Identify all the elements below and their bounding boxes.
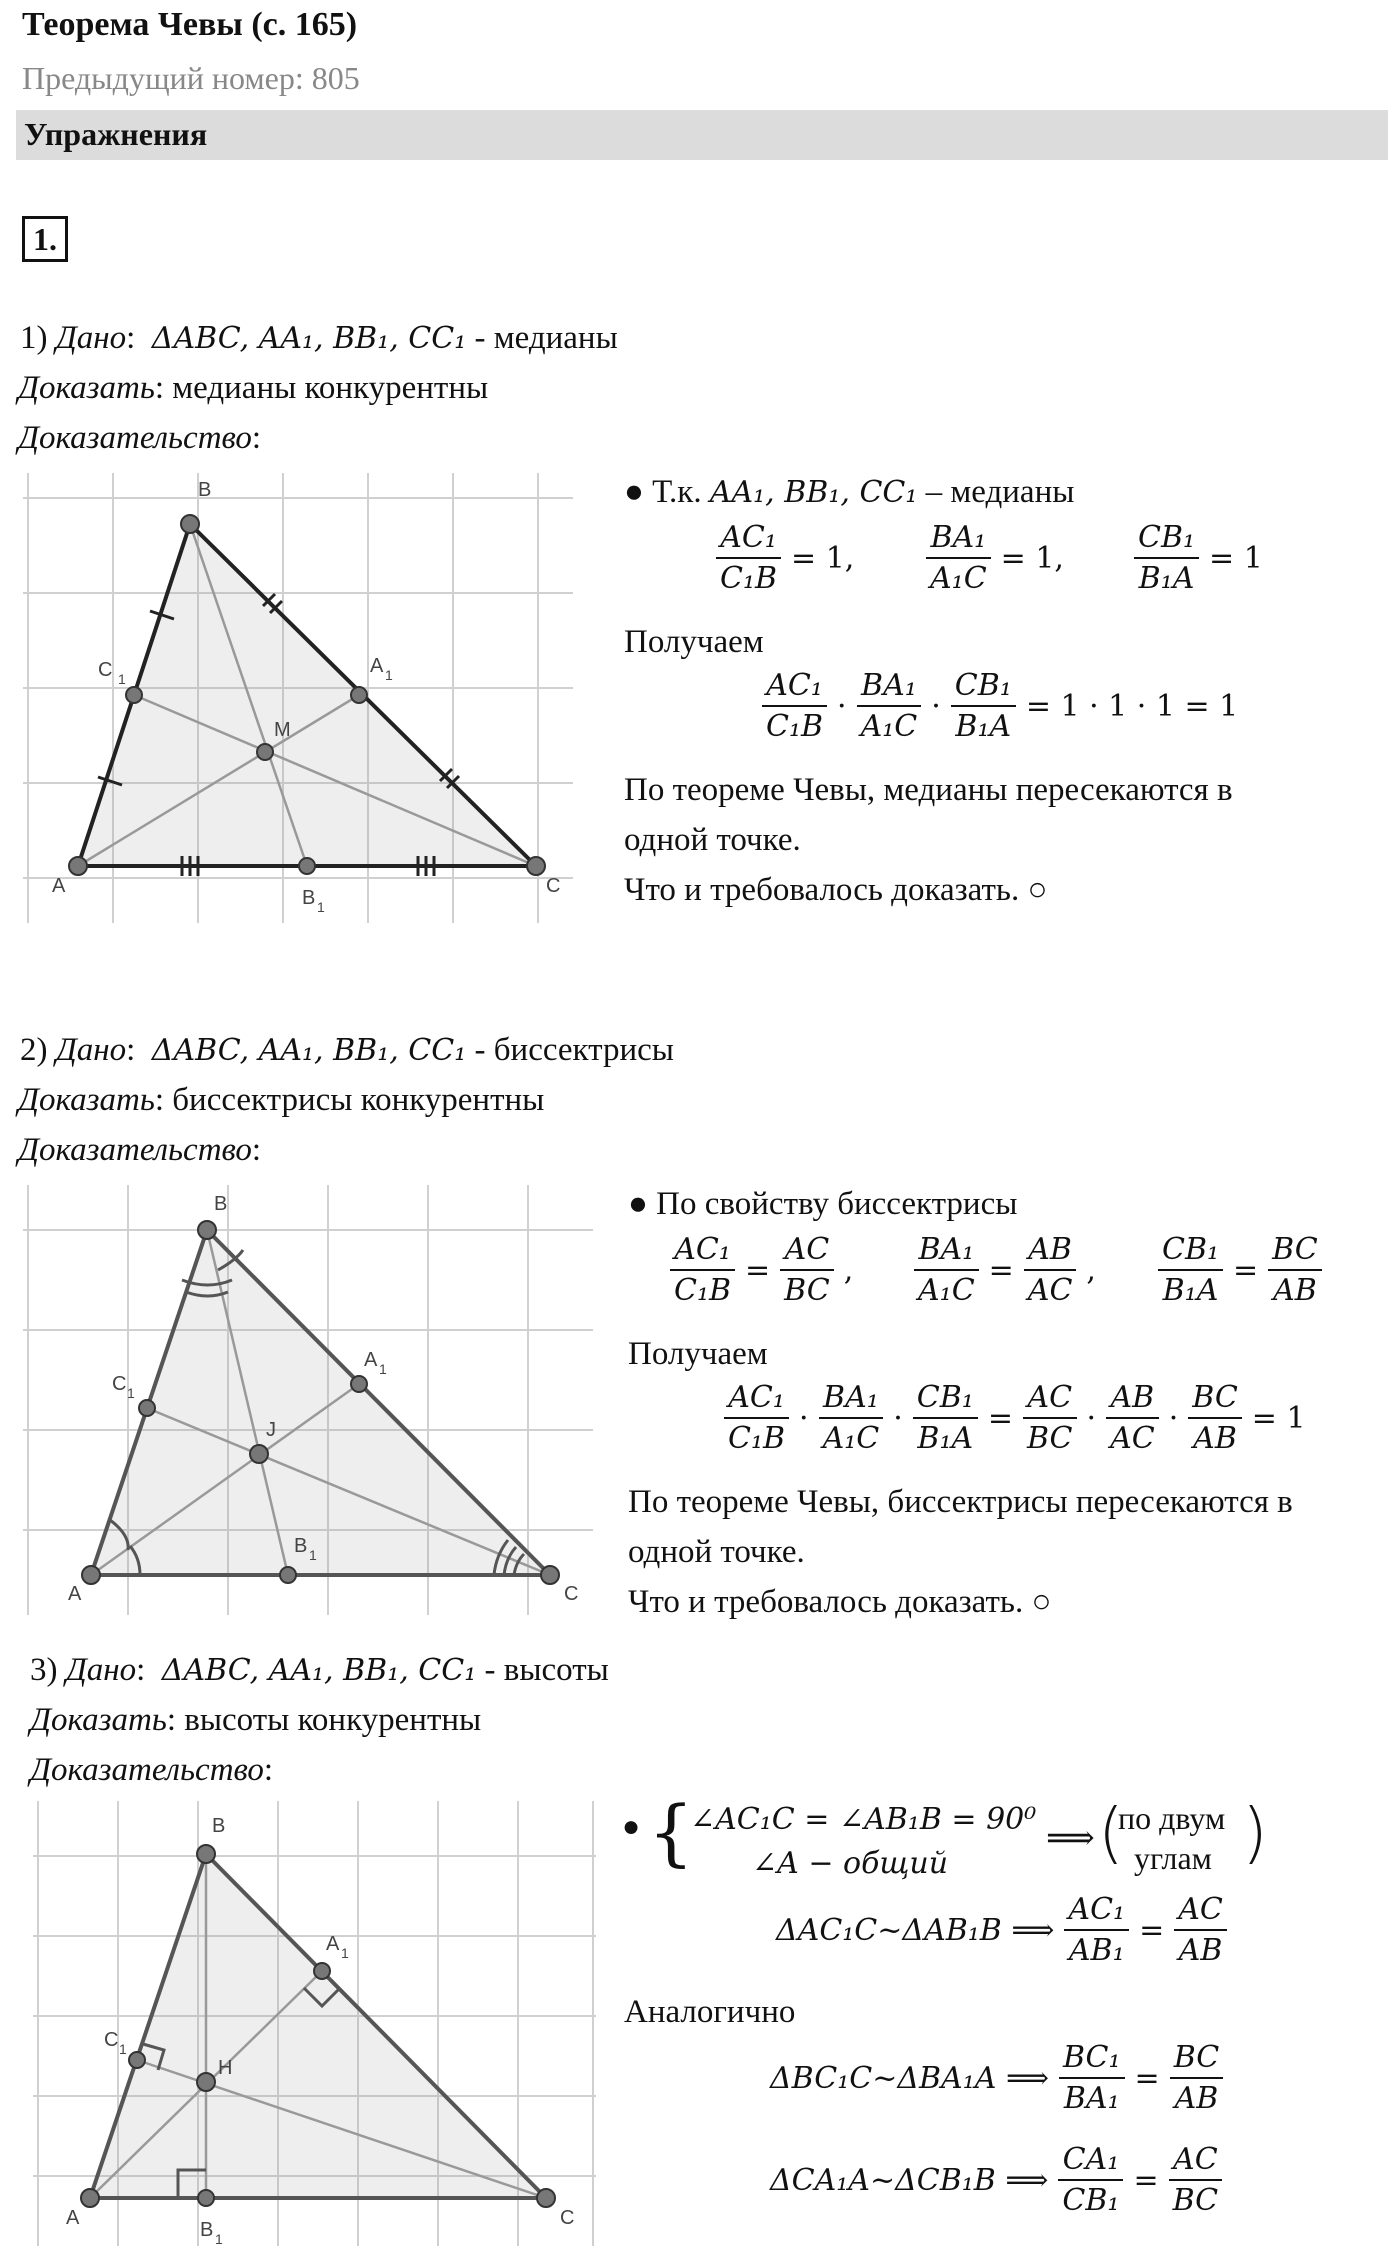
part1-conclusion-1: По теореме Чевы, медианы пересекаются в bbox=[624, 772, 1233, 808]
given-label: Дано bbox=[55, 320, 127, 356]
denominator: B₁A bbox=[917, 1421, 974, 1456]
label-B: B bbox=[214, 1193, 228, 1215]
part2-prove bbox=[18, 1082, 544, 1119]
part1-ratio-2 bbox=[922, 520, 1070, 596]
part1-qed: Что и требовалось доказать. ○ bbox=[624, 872, 1048, 908]
part1-bullet bbox=[624, 474, 1074, 511]
label-A1: A bbox=[370, 655, 384, 677]
label-B: B bbox=[198, 479, 212, 501]
given-text: - высоты bbox=[476, 1652, 609, 1688]
numerator: AC₁ bbox=[1064, 1892, 1129, 1931]
subscript: 1 bbox=[215, 2231, 223, 2247]
part2-proof-label: Доказательство: bbox=[18, 1132, 262, 1168]
reason-line-1: по двум bbox=[1118, 1800, 1226, 1836]
numerator: BA₁ bbox=[926, 520, 991, 559]
part1-product: $\frac{\text{AC₁}}{\text{C₁B}}$ · $\frac{\text{BA₁}}{\text{A₁C}}$ · $\frac{\text{CB₁}}{\text{B₁A}}$ = 1 · 1 · 1 = 1 bbox=[758, 668, 1244, 744]
part1-given: 1) Дано: ΔABC, AA₁, BB₁, CC₁ - медианы bbox=[20, 320, 618, 356]
given-label: Дано bbox=[65, 1652, 137, 1688]
part3-number: 3) bbox=[30, 1652, 58, 1688]
given-text: - биссектрисы bbox=[466, 1032, 674, 1068]
rhs: = 1, bbox=[1000, 540, 1064, 576]
denominator: AB bbox=[1193, 1421, 1237, 1456]
numerator: AB bbox=[1024, 1232, 1077, 1271]
part2-conclusion-2: одной точке. bbox=[628, 1534, 805, 1570]
similarity-3: ΔCA₁A~ΔCB₁B ⟹ $\frac{\text{CA₁}}{\text{CB₁}}$ = $\frac{AC}{BC}$ bbox=[764, 2142, 1226, 2218]
numerator: CB₁ bbox=[1134, 520, 1199, 559]
part2-ratio-2: $\frac{\text{BA₁}}{\text{A₁C}}$ = $\frac{AB}{AC}$ , bbox=[910, 1232, 1102, 1308]
label-B1: B bbox=[294, 1535, 308, 1557]
label-C1: C bbox=[104, 2029, 119, 2051]
tail: , bbox=[843, 1252, 854, 1288]
part1-ratio-3 bbox=[1130, 520, 1269, 596]
subscript: 1 bbox=[309, 1547, 317, 1563]
numerator: CA₁ bbox=[1058, 2142, 1123, 2181]
similarity-left: ΔCA₁A~ΔCB₁B ⟹ bbox=[770, 2162, 1049, 2198]
denominator: AB bbox=[1174, 2081, 1219, 2116]
part2-number: 2) bbox=[20, 1032, 48, 1068]
given-text: - медианы bbox=[466, 320, 618, 356]
numerator: AC₁ bbox=[716, 520, 781, 559]
part3-proof-label: Доказательство: bbox=[30, 1752, 274, 1788]
product-rhs: = 1 bbox=[1251, 1400, 1306, 1436]
denominator: A₁C bbox=[930, 561, 987, 596]
proof-label: Доказательство bbox=[30, 1752, 264, 1788]
paren-right: ) bbox=[1242, 1794, 1268, 1871]
denominator: AB bbox=[1178, 1933, 1223, 1968]
denominator: A₁C bbox=[918, 1273, 975, 1308]
denominator: BC bbox=[1172, 2183, 1219, 2218]
paren-left: ( bbox=[1098, 1794, 1124, 1871]
numerator: BC bbox=[1188, 1380, 1242, 1419]
numerator: AC₁ bbox=[670, 1232, 735, 1271]
part2-product: $\frac{\text{AC₁}}{\text{C₁B}}$ · $\frac{\text{BA₁}}{\text{A₁C}}$ · $\frac{\text{CB₁}}{\text{B₁A}}$ = $\frac{AC}{BC}$ · $\frac{AB}{AC}$ · $\frac{BC}{AB}$ = 1 bbox=[720, 1380, 1312, 1456]
label-A1: A bbox=[364, 1349, 378, 1371]
implies-arrow: ⟹ bbox=[1046, 1820, 1095, 1857]
label-C: C bbox=[560, 2207, 575, 2229]
numerator: BC bbox=[1170, 2040, 1224, 2079]
part2-given: 2) Дано: ΔABC, AA₁, BB₁, CC₁ - биссектрисы bbox=[20, 1032, 674, 1068]
numerator: BC bbox=[1268, 1232, 1322, 1271]
section-title: Упражнения bbox=[24, 116, 208, 152]
denominator: B₁A bbox=[1138, 561, 1195, 596]
label-B1: B bbox=[200, 2219, 214, 2241]
proof-label: Доказательство bbox=[18, 420, 252, 456]
part2-conclusion-1: По теореме Чевы, биссектрисы пересекаются в bbox=[628, 1484, 1293, 1520]
denominator: C₁B bbox=[720, 561, 778, 596]
part2-qed: Что и требовалось доказать. ○ bbox=[628, 1584, 1052, 1620]
label-B: B bbox=[212, 1815, 226, 1837]
label-C1: C bbox=[98, 659, 113, 681]
denominator: CB₁ bbox=[1062, 2183, 1120, 2218]
system-line-1: ∠AC₁C = ∠AB₁B = 90⁰ bbox=[690, 1802, 1037, 1837]
numerator: AC₁ bbox=[724, 1380, 789, 1419]
part1-conclusion-2: одной точке. bbox=[624, 822, 801, 858]
bullet-tail: – медианы bbox=[917, 474, 1075, 510]
bullet-math: AA₁, BB₁, CC₁ bbox=[709, 475, 918, 510]
part1-proof-label: Доказательство: bbox=[18, 420, 262, 456]
subscript: 1 bbox=[118, 671, 126, 687]
prove-label: Доказать bbox=[18, 370, 155, 406]
denominator: A₁C bbox=[822, 1421, 880, 1456]
reason-line-2: углам bbox=[1134, 1840, 1212, 1876]
similarly: Аналогично bbox=[624, 1994, 796, 2030]
part1-obtain: Получаем bbox=[624, 624, 764, 660]
prove-label: Доказать bbox=[30, 1702, 167, 1738]
given-math: ΔABC, AA₁, BB₁, CC₁ bbox=[151, 321, 467, 356]
bullet-text: ● Т.к. bbox=[624, 474, 710, 510]
part1-prove bbox=[18, 370, 488, 407]
numerator: AC bbox=[780, 1232, 834, 1271]
numerator: AB bbox=[1106, 1380, 1159, 1419]
given-math: ΔABC, AA₁, BB₁, CC₁ bbox=[151, 1033, 467, 1068]
given-math: ΔABC, AA₁, BB₁, CC₁ bbox=[161, 1653, 477, 1688]
subscript: 1 bbox=[127, 1385, 135, 1401]
part3-given: 3) Дано: ΔABC, AA₁, BB₁, CC₁ - высоты bbox=[30, 1652, 609, 1688]
denominator: C₁B bbox=[728, 1421, 786, 1456]
part1-number: 1) bbox=[20, 320, 48, 356]
label-C1: C bbox=[112, 1373, 127, 1395]
tail: , bbox=[1086, 1252, 1096, 1288]
similarity-left: ΔBC₁C~ΔBA₁A ⟹ bbox=[770, 2060, 1049, 2096]
denominator: AB₁ bbox=[1068, 1933, 1125, 1968]
proof-label: Доказательство bbox=[18, 1132, 252, 1168]
label-B1: B bbox=[302, 887, 316, 909]
numerator: AC bbox=[1174, 1892, 1227, 1931]
exercise-number: 1. bbox=[22, 216, 68, 262]
denominator: C₁B bbox=[674, 1273, 732, 1308]
part3-bullet: ● bbox=[622, 1810, 641, 1843]
similarity-2: ΔBC₁C~ΔBA₁A ⟹ $\frac{\text{BC₁}}{\text{BA₁}}$ = $\frac{BC}{AB}$ bbox=[764, 2040, 1227, 2116]
part3-figure-altitude bbox=[28, 1796, 600, 2250]
denominator: BC bbox=[1026, 1421, 1073, 1456]
label-C: C bbox=[546, 875, 561, 897]
part2-ratio-1: $\frac{\text{AC₁}}{\text{C₁B}}$ = $\frac{AC}{BC}$ , bbox=[666, 1232, 859, 1308]
numerator: CB₁ bbox=[951, 668, 1016, 707]
denominator: BC bbox=[784, 1273, 830, 1308]
denominator: B₁A bbox=[955, 709, 1012, 744]
numerator: BA₁ bbox=[857, 668, 922, 707]
part2-ratio-3: $\frac{\text{CB₁}}{\text{B₁A}}$ = $\frac{BC}{AB}$ bbox=[1154, 1232, 1326, 1308]
part1-figure-median bbox=[18, 468, 578, 928]
subscript: 1 bbox=[379, 1361, 387, 1377]
system-line-2: ∠A − общий bbox=[752, 1846, 949, 1881]
label-M: M bbox=[274, 719, 291, 741]
given-label: Дано bbox=[55, 1032, 127, 1068]
part1-ratio-1 bbox=[712, 520, 860, 596]
label-C: C bbox=[564, 1583, 579, 1605]
denominator: A₁C bbox=[860, 709, 918, 744]
label-H: H bbox=[218, 2057, 233, 2079]
subscript: 1 bbox=[385, 667, 393, 683]
system-brace: { bbox=[648, 1790, 694, 1874]
numerator: BA₁ bbox=[819, 1380, 884, 1419]
numerator: CB₁ bbox=[1158, 1232, 1223, 1271]
numerator: CB₁ bbox=[913, 1380, 978, 1419]
label-A: A bbox=[66, 2207, 80, 2229]
page-title: Теорема Чевы (с. 165) bbox=[22, 6, 358, 43]
similarity-1: ΔAC₁C~ΔAB₁B ⟹ $\frac{\text{AC₁}}{\text{AB₁}}$ = $\frac{AC}{AB}$ bbox=[770, 1892, 1231, 1968]
section-bar bbox=[16, 110, 1388, 160]
rhs: = 1 bbox=[1209, 540, 1263, 576]
prove-text: : биссектрисы конкурентны bbox=[154, 1082, 545, 1118]
denominator: AC bbox=[1027, 1273, 1073, 1308]
denominator: AC bbox=[1110, 1421, 1155, 1456]
label-J: J bbox=[266, 1419, 276, 1441]
prove-text: : высоты конкурентны bbox=[166, 1702, 482, 1738]
prove-label: Доказать bbox=[18, 1082, 155, 1118]
rhs: = 1, bbox=[791, 540, 855, 576]
label-A: A bbox=[68, 1583, 82, 1605]
denominator: AB bbox=[1273, 1273, 1317, 1308]
denominator: C₁B bbox=[766, 709, 824, 744]
numerator: AC₁ bbox=[762, 668, 827, 707]
subscript: 1 bbox=[317, 899, 325, 915]
part2-obtain: Получаем bbox=[628, 1336, 768, 1372]
numerator: BA₁ bbox=[914, 1232, 979, 1271]
similarity-left: ΔAC₁C~ΔAB₁B ⟹ bbox=[776, 1912, 1055, 1948]
label-A1: A bbox=[326, 1933, 340, 1955]
part2-figure-bisector bbox=[18, 1180, 598, 1620]
part3-prove bbox=[30, 1702, 481, 1739]
numerator: AC bbox=[1023, 1380, 1077, 1419]
previous-number: Предыдущий номер: 805 bbox=[22, 60, 360, 96]
numerator: BC₁ bbox=[1059, 2040, 1125, 2079]
part2-bullet: ● По свойству биссектрисы bbox=[628, 1186, 1018, 1222]
product-rhs: = 1 · 1 · 1 = 1 bbox=[1025, 688, 1239, 724]
label-A: A bbox=[52, 875, 66, 897]
prove-text: : медианы конкурентны bbox=[154, 370, 489, 406]
subscript: 1 bbox=[341, 1945, 349, 1961]
subscript: 1 bbox=[119, 2041, 127, 2057]
denominator: B₁A bbox=[1162, 1273, 1219, 1308]
denominator: BA₁ bbox=[1063, 2081, 1120, 2116]
numerator: AC bbox=[1169, 2142, 1223, 2181]
